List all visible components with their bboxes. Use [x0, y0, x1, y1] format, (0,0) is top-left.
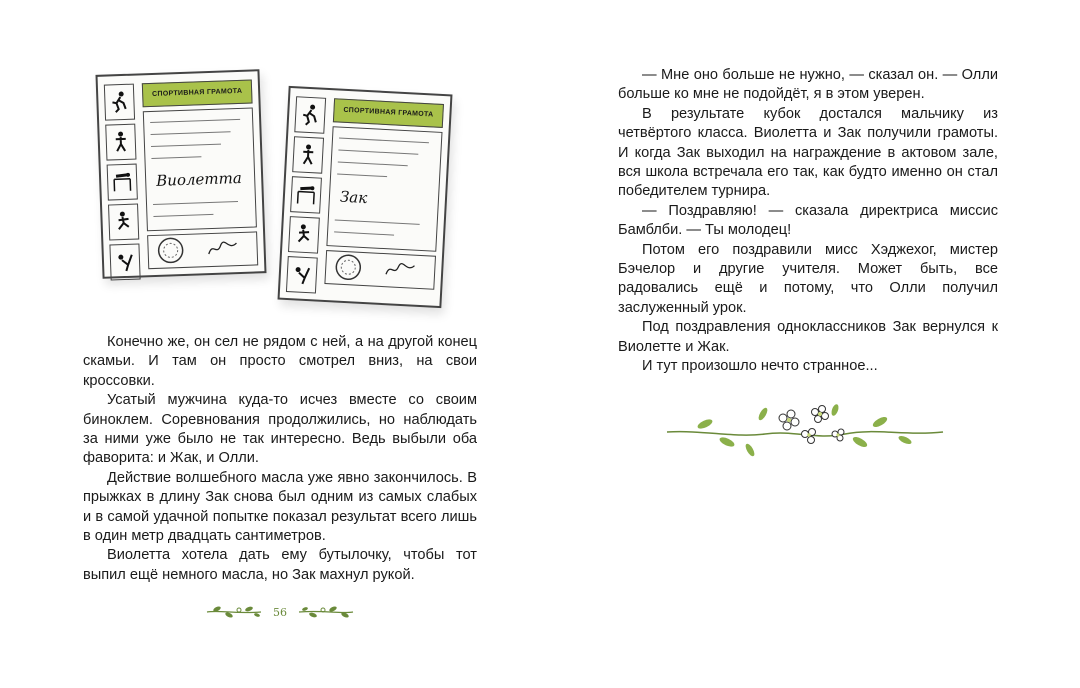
gymnast-icon [109, 243, 140, 280]
certificate-body [143, 107, 257, 231]
scribble-line [337, 174, 387, 178]
certificate-title: СПОРТИВНАЯ ГРАМОТА [343, 106, 434, 119]
high-jump-icon [107, 164, 138, 201]
jumper-icon [108, 204, 139, 241]
paragraph: Конечно же, он сел не рядом с ней, а на другой конец скамьи. И там он просто смотрел вниз, на свои кроссовки. [83, 334, 477, 389]
certificate-title: СПОРТИВНАЯ ГРАМОТА [151, 87, 243, 98]
certificates-illustration [85, 60, 485, 320]
paragraph: Под поздравления одноклассников Зак вернулся к Виолетте и Жак. [618, 319, 998, 355]
runner-icon [294, 96, 326, 134]
sport-icons-column [286, 96, 326, 297]
paragraph: Усатый мужчина куда-то исчез вместе со своим биноклем. Соревнования продолжились, но наблюдать за ними уже было не так интересно. Ведь выбыли оба фаворита: и Жак, и Олли. [83, 392, 477, 467]
paragraph: — Поздравляю! — сказала директриса миссис Бамблби. — Ты молодец! [618, 202, 998, 239]
vine-ornament-right-icon [297, 605, 355, 619]
seal-and-signature-icon [326, 251, 431, 286]
certificate-footer [147, 231, 258, 269]
left-page-text [83, 333, 477, 585]
sport-icons-column [104, 84, 141, 285]
scribble-line [151, 144, 221, 147]
paragraph: Виолетта хотела дать ему бутылочку, чтобы тот выпил ещё немного масла, но Зак махнул рукой. [83, 547, 477, 583]
scribble-line [153, 214, 213, 217]
scribble-line [151, 156, 201, 159]
scribble-line [338, 150, 418, 155]
scribble-line [151, 131, 231, 135]
paragraph: Потом его поздравили мисс Хэджехог, мистер Бэчелор и другие учителя. Может быть, все радовались ещё и потому, что Олли получил заслуженный урок. [618, 241, 998, 316]
jumper-icon [288, 216, 320, 254]
ball-player-icon [292, 136, 324, 174]
page-footer [195, 602, 365, 622]
scribble-line [334, 231, 394, 235]
gymnast-icon [286, 256, 318, 294]
vine-ornament-left-icon [205, 605, 263, 619]
certificate-header [142, 79, 253, 107]
certificate-name: Зак [339, 187, 368, 208]
paragraph: Действие волшебного масла уже явно закончилось. В прыжках в длину Зак снова был одним из самых слабых и в самой удачной попытке показал результат всего лишь в один метр двадцать сантиметров. [83, 469, 477, 545]
seal-and-signature-icon [148, 233, 253, 267]
high-jump-icon [290, 176, 322, 214]
paragraph: В результате кубок достался мальчику из четвёртого класса. Виолетта и Зак получили грамоты. И когда Зак выходил на награждение в актовом зале, вся школа встречала его так, как будто именно он стал победителем турнира. [618, 105, 998, 200]
paragraph: И тут произошло нечто странное... [642, 358, 878, 375]
floral-vine-ornament-icon [665, 400, 945, 470]
scribble-line [338, 162, 408, 167]
scribble-line [150, 119, 240, 123]
certificate-header [333, 98, 444, 128]
certificate-violetta [95, 69, 266, 279]
right-page [540, 0, 1080, 688]
right-page-text [618, 66, 998, 377]
certificate-body [326, 126, 442, 252]
page-number: 56 [273, 605, 287, 619]
certificate-name: Виолетта [155, 168, 243, 190]
runner-icon [104, 84, 135, 121]
ball-player-icon [105, 124, 136, 161]
paragraph: — Мне оно больше не нужно, — сказал он. — Олли больше ко мне не подойдёт, я в этом уверен. [618, 67, 998, 103]
certificate-footer [324, 250, 436, 290]
scribble-line [153, 201, 238, 205]
certificate-zak [278, 86, 453, 308]
scribble-line [335, 219, 420, 224]
scribble-line [339, 138, 429, 144]
